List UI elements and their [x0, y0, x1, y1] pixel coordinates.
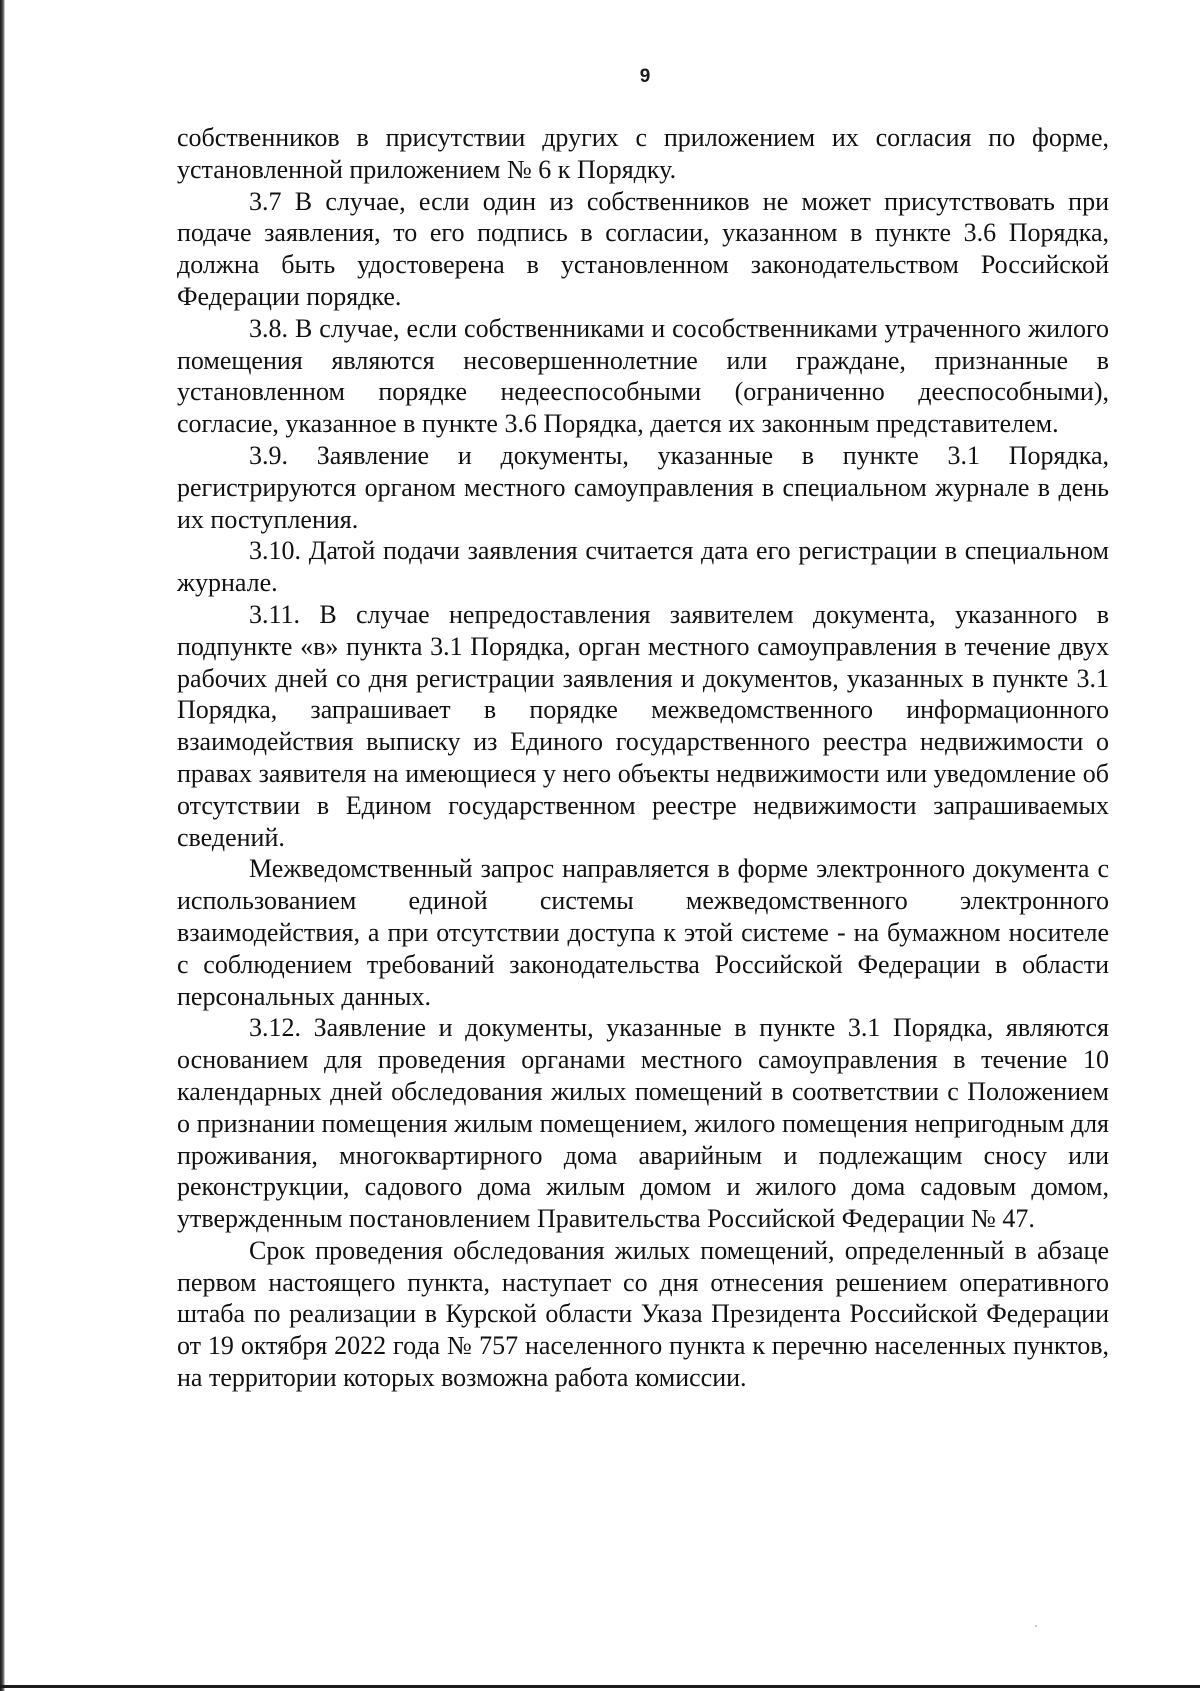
paragraph-3-7: 3.7 В случае, если один из собственников не может присутствовать при подаче заявления, то его подпись в согласии, указанном в пункте 3.6 Порядка, должна быть удостоверена в установленном законодательством Российской Федерации порядке.	[177, 186, 1109, 311]
paragraph-3-12-inspection-term: Срок проведения обследования жилых помещений, определенный в абзаце первом настоящего пункта, наступает со дня отнесения решением оперативного штаба по реализации в Курской области Указа Президента Российской Федерации от 19 октября 2022 года № 757 населенного пункта к перечню населенных пунктов, на территории которых возможна работа комиссии.	[177, 1235, 1109, 1393]
paragraph-3-11: 3.11. В случае непредоставления заявителем документа, указанного в подпункте «в» пункта 3.1 Порядка, орган местного самоуправления в течение двух рабочих дней со дня регистрации заявления и документов, указанных в пункте 3.1 Порядка, запрашивает в порядке межведомственного информационного взаимодействия выписку из Единого государственного реестра недвижимости о правах заявителя на имеющиеся у него объекты недвижимости или уведомление об отсутствии в Едином государственном реестре недвижимости запрашиваемых сведений.	[177, 599, 1109, 852]
scan-bottom-border	[0, 1685, 1200, 1688]
scan-speck	[1035, 1625, 1037, 1627]
page-number: 9	[639, 66, 651, 87]
scan-left-edge	[0, 0, 5, 1691]
document-body	[177, 122, 1109, 1394]
paragraph-3-12: 3.12. Заявление и документы, указанные в пункте 3.1 Порядка, являются основанием для проведения органами местного самоуправления в течение 10 календарных дней обследования жилых помещений в соответствии с Положением о признании помещения жилым помещением, жилого помещения непригодным для проживания, многоквартирного дома аварийным и подлежащим сносу или реконструкции, садового дома жилым домом и жилого дома садовым домом, утвержденным постановлением Правительства Российской Федерации № 47.	[177, 1013, 1109, 1234]
paragraph-3-11-interagency-request: Межведомственный запрос направляется в форме электронного документа с использованием единой системы межведомственного электронного взаимодействия, а при отсутствии доступа к этой системе - на бумажном носителе с соблюдением требований законодательства Российской Федерации в области персональных данных.	[177, 854, 1109, 1011]
paragraph-3-10: 3.10. Датой подачи заявления считается дата его регистрации в специальном журнале.	[177, 536, 1109, 598]
paragraph-continuation: собственников в присутствии других с приложением их согласия по форме, установленной приложением № 6 к Порядку.	[177, 123, 1109, 184]
paragraph-3-8: 3.8. В случае, если собственниками и сособственниками утраченного жилого помещения являются несовершеннолетние или граждане, признанные в установленном порядке недееспособными (ограниченно дееспособными), согласие, указанное в пункте 3.6 Порядка, дается их законным представителем.	[177, 313, 1109, 439]
paragraph-3-9: 3.9. Заявление и документы, указанные в пункте 3.1 Порядка, регистрируются органом местного самоуправления в специальном журнале в день их поступления.	[177, 440, 1109, 534]
